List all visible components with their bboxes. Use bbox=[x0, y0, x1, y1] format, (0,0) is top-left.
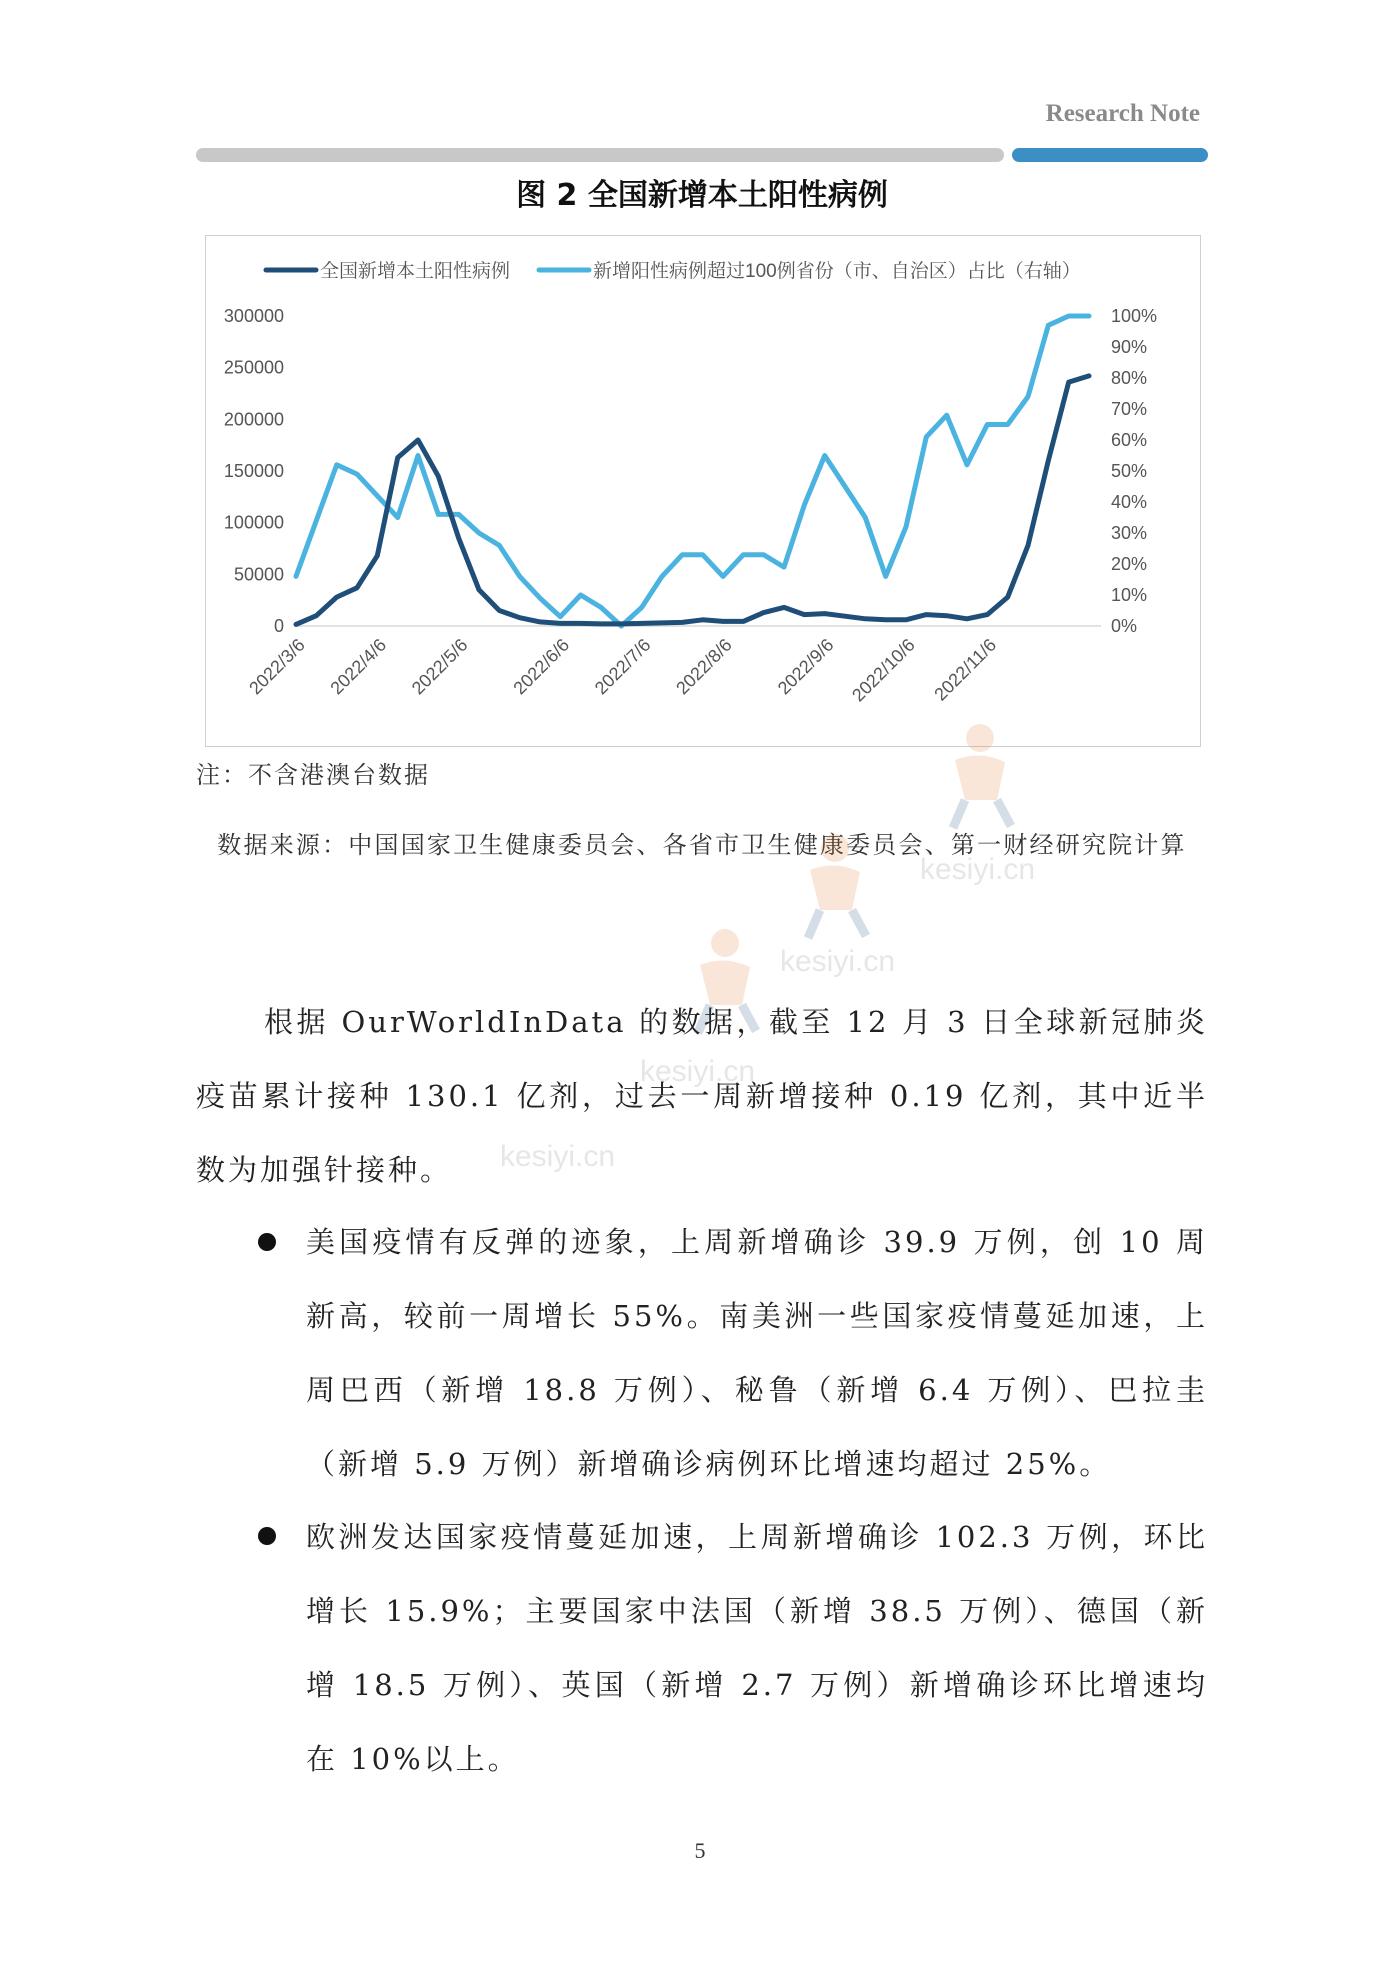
watermark-figure-icon bbox=[680, 925, 770, 1035]
bullet-item-europe: 欧洲发达国家疫情蔓延加速，上周新增确诊 102.3 万例，环比增长 15.9%；主要国家中法国（新增 38.5 万例）、德国（新增 18.5 万例）、英国（新增 2.7 万例）新增确诊环比增速均在 10%以上。 bbox=[306, 1520, 1208, 1776]
x-tick-label: 2022/3/6 bbox=[245, 634, 309, 699]
y-axis-right bbox=[1111, 306, 1157, 636]
y-right-tick-label: 70% bbox=[1111, 399, 1148, 419]
watermark-text: kesiyi.cn bbox=[920, 853, 1036, 886]
x-tick-label: 2022/4/6 bbox=[326, 634, 391, 699]
watermark-figure-icon bbox=[790, 830, 880, 940]
y-right-tick-label: 10% bbox=[1111, 585, 1148, 605]
watermark-text: kesiyi.cn bbox=[640, 1055, 756, 1088]
x-tick-label: 2022/11/6 bbox=[930, 634, 1001, 705]
y-left-tick-label: 300000 bbox=[223, 306, 284, 326]
y-right-tick-label: 90% bbox=[1111, 337, 1148, 357]
x-tick-label: 2022/7/6 bbox=[590, 634, 655, 699]
header-label: Research Note bbox=[1045, 100, 1200, 127]
y-right-tick-label: 50% bbox=[1111, 461, 1148, 481]
header-divider bbox=[196, 148, 1004, 162]
x-tick-label: 2022/6/6 bbox=[509, 634, 574, 699]
chart-source: 数据来源：中国国家卫生健康委员会、各省市卫生健康委员会、第一财经研究院计算 bbox=[217, 831, 1187, 859]
y-left-tick-label: 150000 bbox=[223, 461, 284, 481]
watermark-figure-icon bbox=[935, 720, 1025, 830]
header-accent-bar bbox=[1012, 148, 1208, 162]
bullet-marker bbox=[258, 1527, 276, 1545]
x-axis-labels bbox=[245, 635, 1000, 706]
x-tick-label: 2022/5/6 bbox=[407, 634, 472, 699]
watermark-text: kesiyi.cn bbox=[780, 945, 896, 978]
y-axis-left bbox=[224, 306, 284, 636]
bullet-item-us: 美国疫情有反弹的迹象，上周新增确诊 39.9 万例，创 10 周新高，较前一周增长 55%。南美洲一些国家疫情蔓延加速，上周巴西（新增 18.8 万例）、秘鲁（新增 6.4 万例）、巴拉圭（新增 5.9 万例）新增确诊病例环比增速均超过 25%。 bbox=[306, 1225, 1208, 1481]
bullet-marker bbox=[258, 1233, 276, 1251]
y-right-tick-label: 20% bbox=[1111, 554, 1148, 574]
y-right-tick-label: 80% bbox=[1111, 368, 1148, 388]
chart-series bbox=[296, 316, 1089, 626]
legend-label-cases: 全国新增本土阳性病例 bbox=[320, 261, 511, 282]
y-right-tick-label: 30% bbox=[1111, 523, 1148, 543]
watermark-text: kesiyi.cn bbox=[500, 1140, 616, 1173]
chart-frame bbox=[205, 235, 1201, 747]
page-number: 5 bbox=[694, 1838, 706, 1863]
y-right-tick-label: 60% bbox=[1111, 430, 1148, 450]
body-paragraph: 根据 OurWorldInData 的数据，截至 12 月 3 日全球新冠肺炎疫苗累计接种 130.1 亿剂，过去一周新增接种 0.19 亿剂，其中近半数为加强针接种。 bbox=[196, 1005, 1208, 1187]
y-left-tick-label: 50000 bbox=[233, 564, 284, 585]
y-left-tick-label: 0 bbox=[273, 616, 284, 636]
y-right-tick-label: 40% bbox=[1111, 492, 1148, 512]
y-left-tick-label: 200000 bbox=[223, 409, 284, 430]
y-right-tick-label: 0% bbox=[1111, 616, 1138, 636]
y-left-tick-label: 100000 bbox=[223, 512, 284, 533]
x-tick-label: 2022/8/6 bbox=[672, 634, 736, 699]
y-right-tick-label: 100% bbox=[1111, 306, 1158, 326]
series-line-ratio bbox=[296, 316, 1089, 626]
x-tick-label: 2022/9/6 bbox=[773, 634, 838, 699]
line-chart bbox=[206, 236, 1200, 746]
y-left-tick-label: 250000 bbox=[223, 357, 284, 378]
x-tick-label: 2022/10/6 bbox=[848, 634, 919, 706]
chart-legend bbox=[266, 260, 1081, 282]
figure-title: 图 2 全国新增本土阳性病例 bbox=[516, 178, 888, 213]
chart-note: 注：不含港澳台数据 bbox=[196, 761, 430, 789]
series-line-cases bbox=[296, 376, 1089, 625]
legend-label-ratio: 新增阳性病例超过100例省份（市、自治区）占比（右轴） bbox=[593, 261, 1081, 282]
